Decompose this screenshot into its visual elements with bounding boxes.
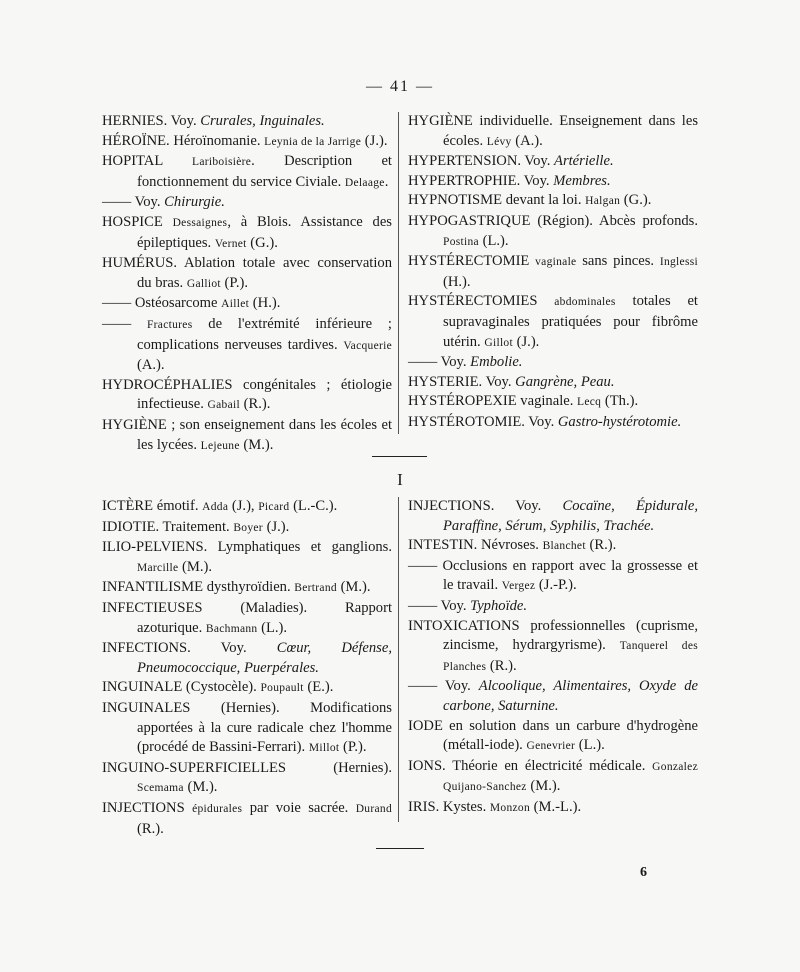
index-entry: INFANTILISME dysthyroïdien. Bertrand (M.). bbox=[102, 579, 371, 596]
index-entry: HYPNOTISME devant la loi. Halgan (G.). bbox=[408, 192, 652, 209]
index-column-left-top bbox=[102, 112, 392, 456]
index-entry: HYDROCÉPHALIES congénitales ; étiologie infectieuse. Gabail (R.). bbox=[102, 376, 392, 413]
index-entry: HÉROÏNE. Héroïnomanie. Leynia de la Jarrige (J.). bbox=[102, 132, 388, 149]
section-divider bbox=[372, 456, 427, 457]
index-entry: —— Voy. Alcoolique, Alimentaires, Oxyde de carbone, Saturnine. bbox=[408, 678, 699, 714]
index-entry: HYGIÈNE ; son enseignement dans les écoles et les lycées. Lejeune (M.). bbox=[102, 416, 392, 453]
index-entry: HYPERTENSION. Voy. Artérielle. bbox=[408, 153, 614, 170]
index-entry: HYSTERIE. Voy. Gangrène, Peau. bbox=[408, 373, 615, 390]
index-entry: INGUINALE (Cystocèle). Poupault (E.). bbox=[102, 679, 334, 696]
index-entry: IRIS. Kystes. Monzon (M.-L.). bbox=[408, 798, 582, 815]
index-entry: —— Occlusions en rapport avec la grossesse et le travail. Vergez (J.-P.). bbox=[408, 557, 698, 594]
signature-mark: 6 bbox=[640, 865, 647, 880]
index-column-right-top bbox=[408, 112, 698, 433]
index-entry: INFECTIEUSES (Maladies). Rapport azoturique. Bachmann (L.). bbox=[102, 599, 392, 636]
index-entry: INJECTIONS. Voy. Cocaïne, Épidurale, Paraffine, Sérum, Syphilis, Trachée. bbox=[408, 498, 698, 534]
index-entry: INTOXICATIONS professionnelles (cuprisme, zincisme, hydrargyrisme). Tanquerel des Planches (R.). bbox=[408, 617, 698, 674]
index-entry: —— Voy. Typhoïde. bbox=[408, 597, 528, 614]
index-entry: HUMÉRUS. Ablation totale avec conservation du bras. Galliot (P.). bbox=[102, 255, 392, 291]
index-entry: —— Fractures de l'extrémité inférieure ; complications nerveuses tardives. Vacquerie (A.). bbox=[102, 315, 392, 374]
index-entry: HERNIES. Voy. Crurales, Inguinales. bbox=[102, 113, 325, 129]
index-entry: HYSTÉROTOMIE. Voy. Gastro-hystérotomie. bbox=[408, 413, 682, 430]
index-entry: HYSTÉRECTOMIES abdominales totales et supravaginales pratiquées pour fibrôme utérin. Gillot (J.). bbox=[408, 293, 698, 350]
index-entry: INGUINO-SUPERFICIELLES (Hernies). Scemama (M.). bbox=[102, 759, 392, 796]
index-entry: IDIOTIE. Traitement. Boyer (J.). bbox=[102, 518, 290, 535]
column-divider-bottom bbox=[398, 497, 399, 822]
index-entry: IONS. Théorie en électricité médicale. Gonzalez Quijano-Sanchez (M.). bbox=[408, 757, 698, 795]
index-entry: HOPITAL Lariboisière. Description et fonctionnement du service Civiale. Delaage. bbox=[102, 153, 392, 190]
index-entry: HOSPICE Dessaignes, à Blois. Assistance des épileptiques. Vernet (G.). bbox=[102, 213, 392, 251]
index-entry: INTESTIN. Névroses. Blanchet (R.). bbox=[408, 537, 617, 554]
index-entry: HYSTÉROPEXIE vaginale. Lecq (Th.). bbox=[408, 393, 639, 410]
index-entry: INGUINALES (Hernies). Modifications apportées à la cure radicale chez l'homme (procédé de Bassini-Ferrari). Millot (P.). bbox=[102, 699, 392, 756]
index-entry: INJECTIONS épidurales par voie sacrée. Durand (R.). bbox=[102, 799, 392, 837]
index-entry: HYPERTROPHIE. Voy. Membres. bbox=[408, 172, 611, 189]
index-entry: INFECTIONS. Voy. Cœur, Défense, Pneumococcique, Puerpérales. bbox=[102, 640, 392, 676]
index-entry: ILIO-PELVIENS. Lymphatiques et ganglions. Marcille (M.). bbox=[102, 539, 392, 575]
page-number: — 41 — bbox=[366, 78, 434, 95]
index-entry: HYSTÉRECTOMIE vaginale sans pinces. Inglessi (H.). bbox=[408, 253, 698, 290]
index-entry: HYPOGASTRIQUE (Région). Abcès profonds. Postina (L.). bbox=[408, 212, 698, 249]
section-letter-heading: I bbox=[397, 470, 403, 489]
index-entry: —— Voy. Embolie. bbox=[408, 354, 523, 371]
index-entry: —— Ostéosarcome Aillet (H.). bbox=[102, 295, 281, 312]
index-entry: ICTÈRE émotif. Adda (J.), Picard (L.-C.). bbox=[102, 498, 338, 514]
index-entry: IODE en solution dans un carbure d'hydrogène (métall-iode). Genevrier (L.). bbox=[408, 717, 698, 754]
end-divider bbox=[376, 848, 424, 849]
index-entry: —— Voy. Chirurgie. bbox=[102, 194, 225, 211]
index-column-right-bottom bbox=[408, 497, 698, 819]
index-column-left-bottom bbox=[102, 497, 392, 839]
column-divider-top bbox=[398, 112, 399, 434]
index-entry: HYGIÈNE individuelle. Enseignement dans les écoles. Lévy (A.). bbox=[408, 113, 698, 149]
